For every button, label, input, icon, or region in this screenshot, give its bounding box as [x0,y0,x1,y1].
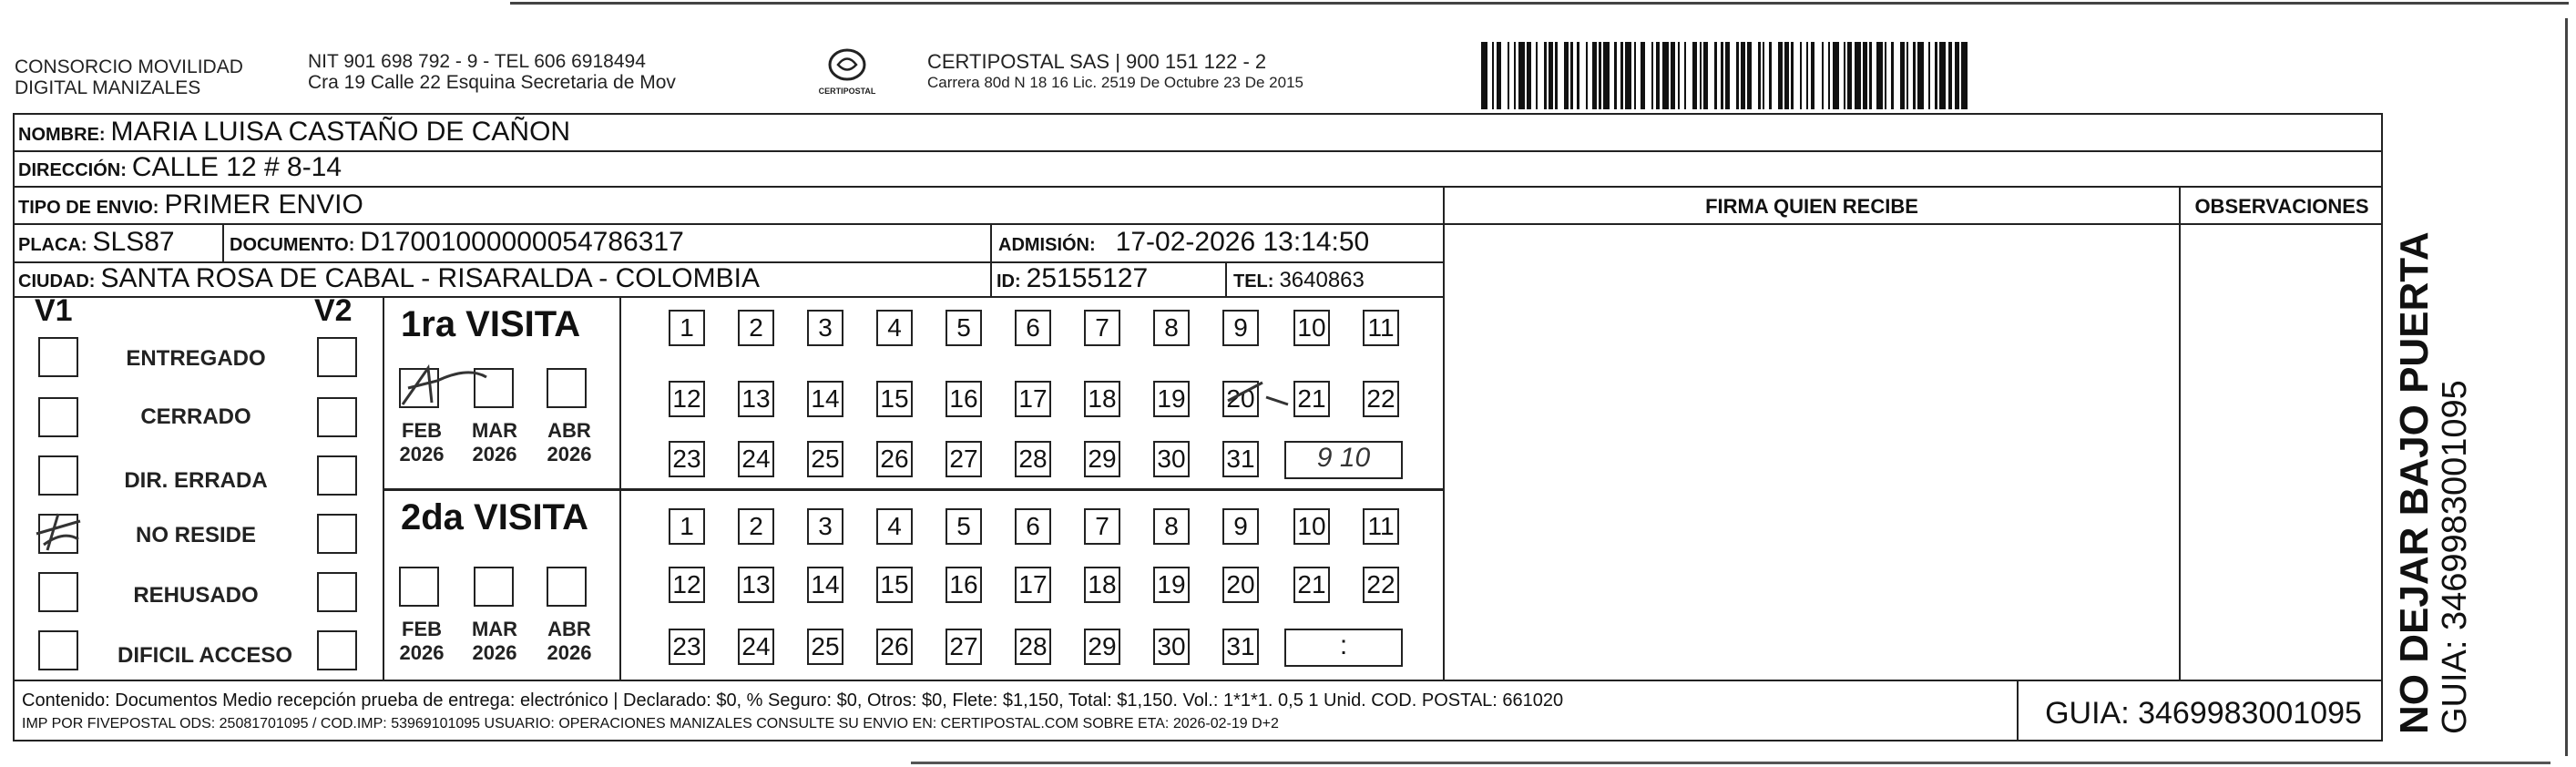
second-visit-day-box[interactable]: 7 [1084,508,1120,545]
barcode-bar [1772,42,1778,109]
city: CIUDAD: SANTA ROSA DE CABAL - RISARALDA - COLOMBIA [18,263,760,293]
row-line [13,150,2383,152]
v1-entregado-checkbox[interactable] [38,337,78,377]
col-line [222,223,224,261]
second-visit-mar-checkbox[interactable] [474,567,514,607]
first-visit-day-box[interactable]: 24 [738,441,774,477]
first-visit-day-box[interactable]: 18 [1084,381,1120,417]
first-visit-day-box[interactable]: 31 [1222,441,1259,477]
second-visit-day-box[interactable]: 26 [876,629,913,665]
barcode-bar [1794,42,1800,109]
col-line [2017,680,2019,741]
first-visit-day-box[interactable]: 14 [807,381,843,417]
second-visit-day-box[interactable]: 3 [807,508,843,545]
v1-dir-errada-checkbox[interactable] [38,455,78,496]
courier-logo: CERTIPOSTAL [811,47,884,102]
second-visit-day-box[interactable]: 21 [1293,567,1330,603]
first-visit-day-box[interactable]: 19 [1153,381,1190,417]
second-visit-day-box[interactable]: 2 [738,508,774,545]
second-visit-day-box[interactable]: 5 [946,508,982,545]
second-visit-day-box[interactable]: 30 [1153,629,1190,665]
barcode-bar [1538,42,1544,109]
status-label: CERRADO [140,404,251,429]
second-visit-day-box[interactable]: 6 [1015,508,1051,545]
second-visit-day-box[interactable]: 15 [876,567,913,603]
signature-header: FIRMA QUIEN RECIBE [1705,195,1918,218]
courier-logo-icon [827,47,867,82]
second-visit-day-box[interactable]: 31 [1222,629,1259,665]
v2-dificil-acceso-checkbox[interactable] [317,630,357,670]
side-text: NO DEJAR BAJO PUERTA GUIA: 3469983001095 [2392,231,2474,734]
top-edge-line [510,2,2569,5]
first-visit-day-box[interactable]: 15 [876,381,913,417]
plate: PLACA: SLS87 [18,227,175,257]
print-line: IMP POR FIVEPOSTAL ODS: 25081701095 / COD.IMP: 53969101095 USUARIO: OPERACIONES MANIZALES CONSULTE SU ENVIO EN: CERTIPOSTAL.COM SOBRE ETA: 2026-02-19 D+2 [22,716,1279,731]
sender-contact: NIT 901 698 792 - 9 - TEL 606 6918494 Cra 19 Calle 22 Esquina Secretaria de Mov [308,51,676,93]
row-line [13,680,2383,681]
recipient-id: ID: 25155127 [997,263,1149,293]
second-visit-day-box[interactable]: 29 [1084,629,1120,665]
v1-rehusado-checkbox[interactable] [38,572,78,612]
barcode-bar [1501,42,1508,109]
second-visit-title: 2da VISITA [401,497,588,537]
right-edge-line [2565,18,2568,756]
handwritten-check-mark [31,506,89,557]
first-visit-day-box[interactable]: 5 [946,310,982,346]
barcode-bar [1752,42,1758,109]
first-visit-day-box[interactable]: 16 [946,381,982,417]
barcode-bar [1686,42,1692,109]
first-visit-day-box[interactable]: 25 [807,441,843,477]
first-visit-abr-checkbox[interactable] [547,368,587,408]
second-visit-day-box[interactable]: 1 [669,508,705,545]
recipient-address: DIRECCIÓN: CALLE 12 # 8-14 [18,152,342,182]
v2-cerrado-checkbox[interactable] [317,397,357,437]
row-line [13,186,2383,188]
first-visit-day-box[interactable]: 23 [669,441,705,477]
second-visit-day-box[interactable]: 11 [1363,508,1399,545]
guia-number: GUIA: 3469983001095 [2045,696,2362,731]
first-visit-day-box[interactable]: 1 [669,310,705,346]
first-visit-month: FEB 2026 [399,419,445,465]
handwritten-strike-mark [1221,373,1293,419]
second-visit-day-box[interactable]: 16 [946,567,982,603]
v1-dificil-acceso-checkbox[interactable] [38,630,78,670]
status-label: ENTREGADO [126,346,266,371]
second-visit-day-box[interactable]: 24 [738,629,774,665]
second-visit-month: ABR 2026 [547,618,592,664]
signature-field[interactable] [1445,225,2179,680]
barcode-bar [1894,42,1900,109]
first-visit-day-box[interactable]: 6 [1015,310,1051,346]
observations-field[interactable] [2181,225,2383,680]
barcode [1481,42,2197,109]
observations-header: OBSERVACIONES [2194,195,2369,218]
status-label: NO RESIDE [135,523,257,547]
barcode-bar [1625,42,1631,109]
first-visit-day-box[interactable]: 28 [1015,441,1051,477]
second-visit-day-box[interactable]: 22 [1363,567,1399,603]
first-visit-day-box[interactable]: 27 [946,441,982,477]
status-label: DIR. ERRADA [124,468,268,493]
barcode-bar [1645,42,1651,109]
first-visit-day-box[interactable]: 3 [807,310,843,346]
barcode-bar [1855,42,1861,109]
barcode-bar [1730,42,1736,109]
second-visit-day-box[interactable]: 27 [946,629,982,665]
v1-header: V1 [35,293,73,328]
second-visit-day-box[interactable]: 12 [669,567,705,603]
first-visit-day-box[interactable]: 29 [1084,441,1120,477]
first-visit-day-box[interactable]: 13 [738,381,774,417]
v2-entregado-checkbox[interactable] [317,337,357,377]
second-visit-day-box[interactable]: 9 [1222,508,1259,545]
barcode-bar [1708,42,1714,109]
barcode-bar [1558,42,1564,109]
second-visit-day-box[interactable]: 14 [807,567,843,603]
first-visit-day-box[interactable]: 20 [1222,381,1259,417]
first-visit-day-box[interactable]: 2 [738,310,774,346]
first-visit-month: ABR 2026 [547,419,592,465]
v2-dir-errada-checkbox[interactable] [317,455,357,496]
second-visit-day-box[interactable]: 25 [807,629,843,665]
courier-info: CERTIPOSTAL SAS | 900 151 122 - 2 Carrera 80d N 18 16 Lic. 2519 De Octubre 23 De 2015 [927,50,1303,91]
v2-header: V2 [314,293,353,328]
visit-divider [383,488,1443,491]
status-label: REHUSADO [133,583,259,608]
handwritten-check-mark [395,361,523,415]
barcode-bar [1518,42,1525,109]
v2-rehusado-checkbox[interactable] [317,572,357,612]
barcode-bar [1579,42,1586,109]
second-visit-day-box[interactable]: 17 [1015,567,1051,603]
status-label: DIFICIL ACCESO [117,643,292,668]
content-line: Contenido: Documentos Medio recepción prueba de entrega: electrónico | Declarado: $0, % Seguro: $0, Otros: $0, Flete: $1,150, Total: $1,150. Vol.: 1*1*1. 0,5 1 Unid. COD. POSTAL: 661020 [22,690,1564,711]
first-visit-day-box[interactable]: 26 [876,441,913,477]
v1-cerrado-checkbox[interactable] [38,397,78,437]
second-visit-month: MAR 2026 [471,618,518,664]
barcode-bar [1481,42,1487,109]
first-visit-day-box[interactable]: 11 [1363,310,1399,346]
first-visit-month: MAR 2026 [471,419,518,465]
second-visit-feb-checkbox[interactable] [399,567,439,607]
barcode-bar [1917,42,1924,109]
barcode-bar [1939,42,1946,109]
first-visit-day-box[interactable]: 30 [1153,441,1190,477]
second-visit-day-box[interactable]: 19 [1153,567,1190,603]
barcode-bar [1961,42,1968,109]
sender-name: CONSORCIO MOVILIDAD DIGITAL MANIZALES [15,56,243,98]
second-visit-day-box[interactable]: 28 [1015,629,1051,665]
first-visit-day-box[interactable]: 7 [1084,310,1120,346]
barcode-bar [1662,42,1669,109]
first-visit-day-box[interactable]: 21 [1293,381,1330,417]
barcode-bar [1814,42,1821,109]
first-visit-time: 9 10 [1316,443,1371,473]
first-visit-day-box[interactable]: 4 [876,310,913,346]
second-visit-day-box[interactable]: 23 [669,629,705,665]
recipient-name: NOMBRE: MARIA LUISA CASTAÑO DE CAÑON [18,117,571,147]
second-visit-day-box[interactable]: 10 [1293,508,1330,545]
shipment-type: TIPO DE ENVIO: PRIMER ENVIO [18,189,363,220]
barcode-bar [1876,42,1883,109]
bottom-edge-line [911,762,2550,764]
first-visit-day-box[interactable]: 12 [669,381,705,417]
second-visit-abr-checkbox[interactable] [547,567,587,607]
second-visit-time: : [1339,630,1348,660]
col-line [990,223,992,296]
second-visit-day-box[interactable]: 4 [876,508,913,545]
col-line [1225,261,1227,296]
admission-date: ADMISIÓN: 17-02-2026 13:14:50 [998,227,1370,257]
first-visit-title: 1ra VISITA [401,304,581,344]
barcode-bar [1833,42,1839,109]
recipient-tel: TEL: 3640863 [1233,268,1365,292]
first-visit-day-box[interactable]: 9 [1222,310,1259,346]
second-visit-day-box[interactable]: 8 [1153,508,1190,545]
first-visit-day-box[interactable]: 17 [1015,381,1051,417]
second-visit-day-box[interactable]: 18 [1084,567,1120,603]
document-number: DOCUMENTO: D17001000000054786317 [230,227,684,257]
first-visit-day-box[interactable]: 10 [1293,310,1330,346]
first-visit-day-box[interactable]: 8 [1153,310,1190,346]
second-visit-day-box[interactable]: 20 [1222,567,1259,603]
v2-no-reside-checkbox[interactable] [317,514,357,554]
first-visit-day-box[interactable]: 22 [1363,381,1399,417]
barcode-bar [1603,42,1610,109]
second-visit-day-box[interactable]: 13 [738,567,774,603]
second-visit-month: FEB 2026 [399,618,445,664]
